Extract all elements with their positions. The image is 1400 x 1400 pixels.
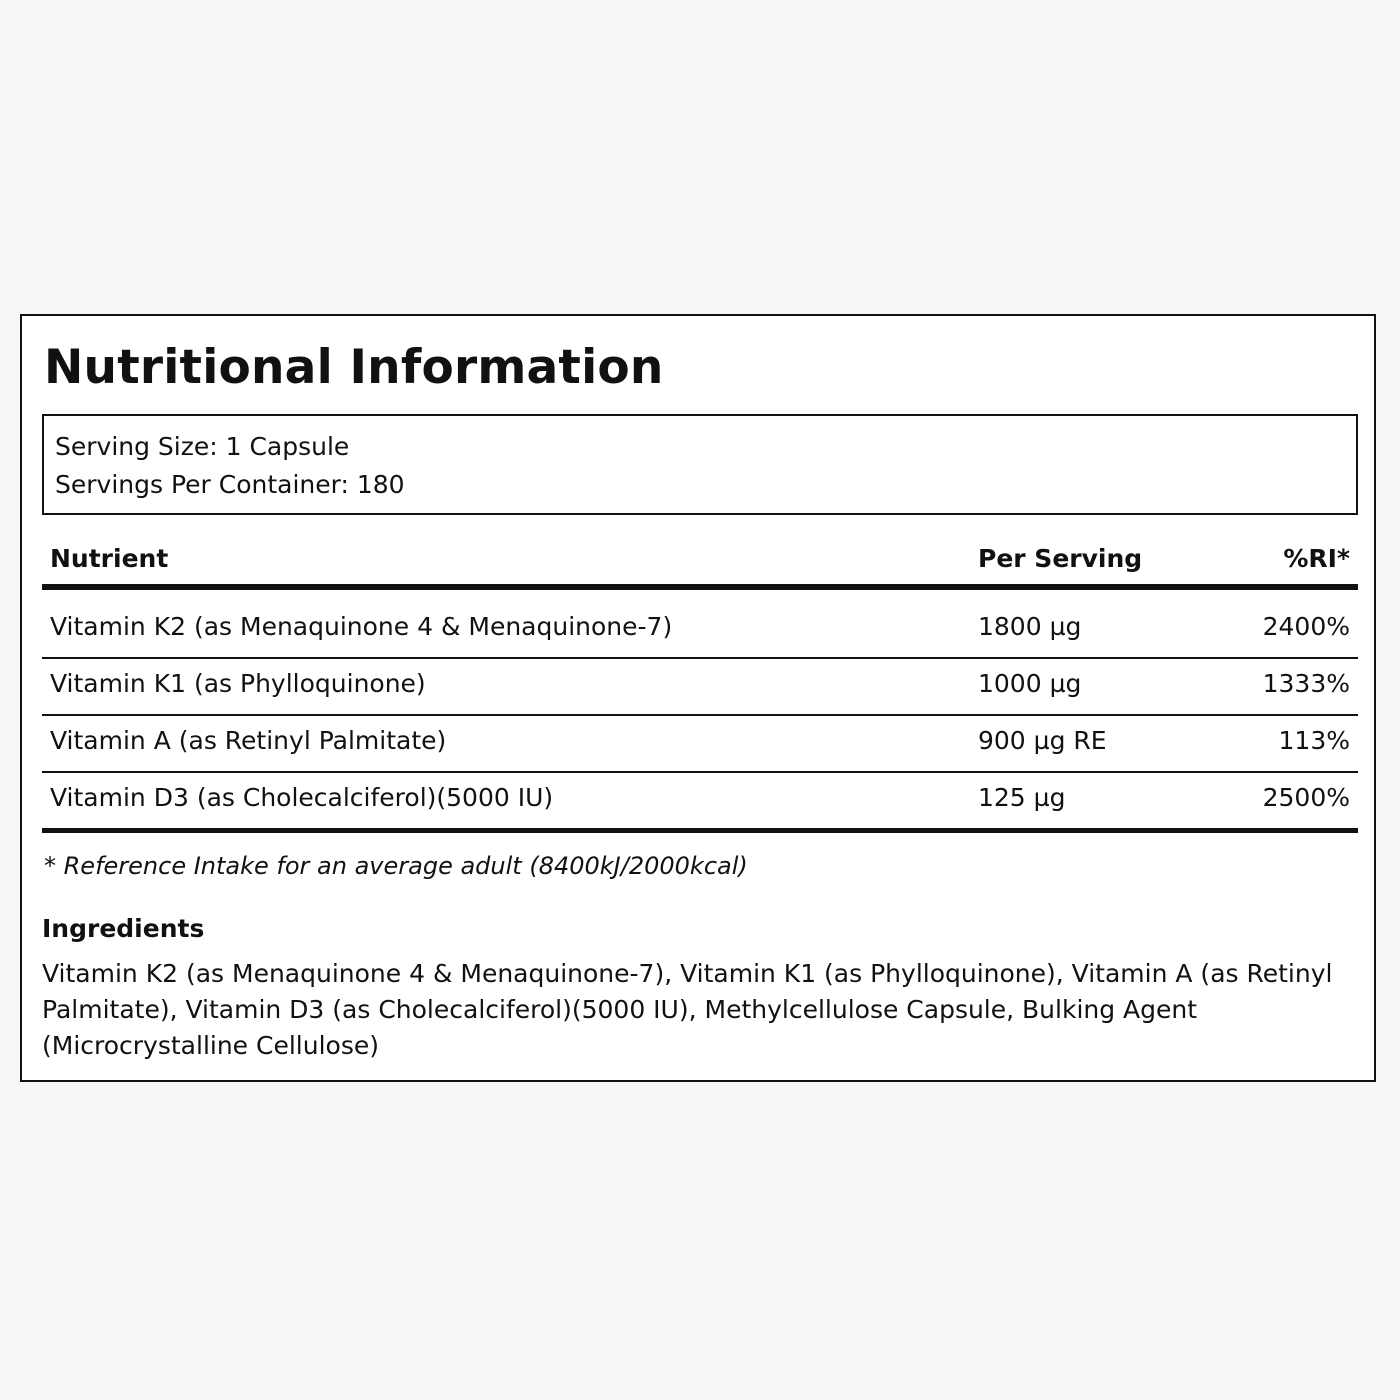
page-title: Nutritional Information [44, 340, 664, 395]
nutrition-table [42, 538, 1358, 833]
nutrient-ri: 1333% [1262, 669, 1350, 698]
table-body [42, 590, 1358, 833]
table-header [42, 538, 1358, 590]
nutrient-amount: 1000 µg [978, 669, 1082, 698]
ingredients-title: Ingredients [42, 914, 205, 943]
table-row [42, 773, 1358, 833]
table-row [42, 659, 1358, 716]
nutrient-ri: 2400% [1262, 612, 1350, 641]
serving-info-box [42, 414, 1358, 515]
reference-intake-footnote: * Reference Intake for an average adult (8400kJ/2000kcal) [44, 852, 748, 880]
table-row [42, 602, 1358, 659]
nutrient-name: Vitamin D3 (as Cholecalciferol)(5000 IU) [50, 783, 554, 812]
nutrient-ri: 2500% [1262, 783, 1350, 812]
nutrient-name: Vitamin A (as Retinyl Palmitate) [50, 726, 447, 755]
ingredients-text: Vitamin K2 (as Menaquinone 4 & Menaquinone-7), Vitamin K1 (as Phylloquinone), Vitamin A (as Retinyl Palmitate), Vitamin D3 (as Cholecalciferol)(5000 IU), Methylcellulose Capsule, Bulking Agent (Microcrystalline Cellulose) [42, 959, 1333, 1060]
table-row [42, 716, 1358, 773]
nutrient-amount: 1800 µg [978, 612, 1082, 641]
servings-per-container: Servings Per Container: 180 [55, 470, 405, 499]
nutrient-amount: 125 µg [978, 783, 1066, 812]
nutrient-name: Vitamin K2 (as Menaquinone 4 & Menaquinone-7) [50, 612, 673, 641]
serving-size: Serving Size: 1 Capsule [55, 432, 350, 461]
nutrient-name: Vitamin K1 (as Phylloquinone) [50, 669, 426, 698]
header-ri: %RI* [1283, 544, 1350, 573]
header-nutrient: Nutrient [50, 544, 169, 573]
nutrient-amount: 900 µg RE [978, 726, 1107, 755]
nutrient-ri: 113% [1278, 726, 1350, 755]
header-per-serving: Per Serving [978, 544, 1143, 573]
nutrition-label [20, 314, 1376, 1082]
